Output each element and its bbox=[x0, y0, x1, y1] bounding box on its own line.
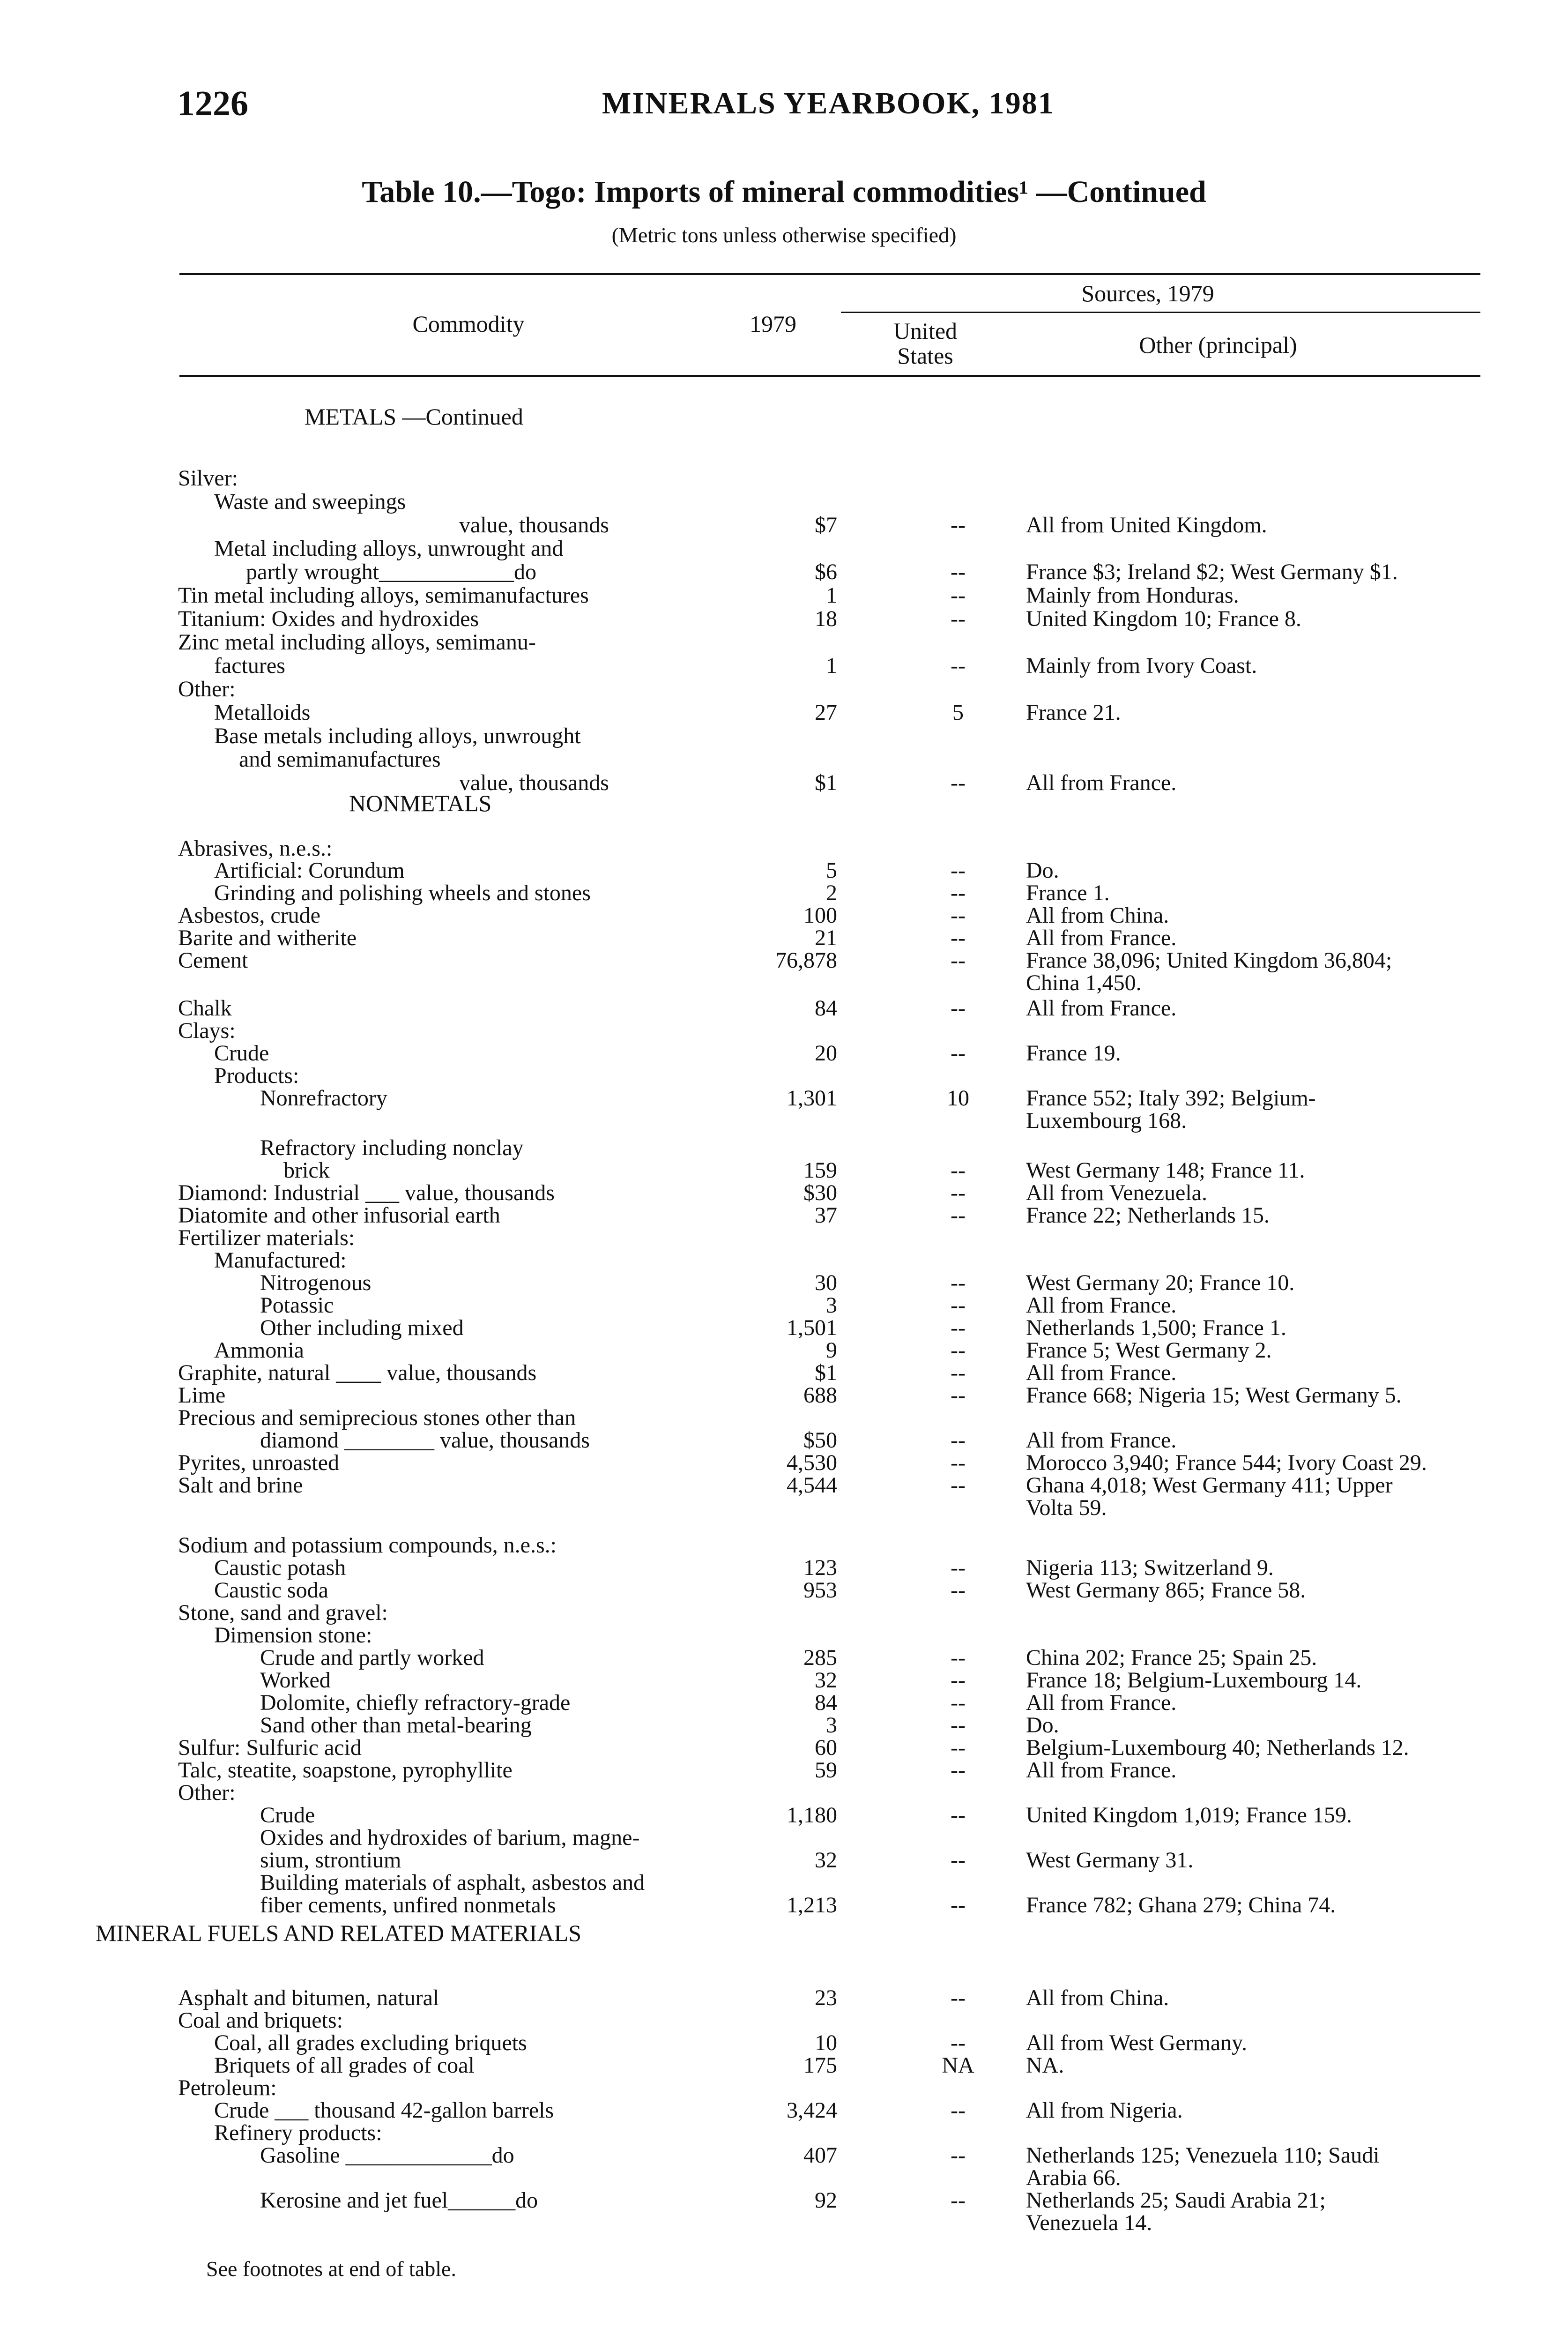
value-1979-cell: 20 bbox=[815, 1041, 837, 1066]
united-states-cell: -- bbox=[951, 903, 966, 928]
commodity-cell: Coal, all grades excluding briquets bbox=[214, 2030, 527, 2055]
commodity-cell: Manufactured: bbox=[214, 1248, 347, 1273]
value-1979-cell: 159 bbox=[803, 1158, 837, 1183]
commodity-cell: Sodium and potassium compounds, n.e.s.: bbox=[178, 1533, 557, 1558]
other-principal-cell: Venezuela 14. bbox=[1026, 2210, 1152, 2235]
table-row bbox=[0, 1225, 1568, 1249]
value-1979-cell: 21 bbox=[815, 925, 837, 950]
united-states-cell: -- bbox=[951, 1848, 966, 1873]
table-row bbox=[0, 1532, 1568, 1557]
commodity-cell: Fertilizer materials: bbox=[178, 1225, 355, 1250]
value-1979-cell: 84 bbox=[815, 1690, 837, 1715]
united-states-cell: -- bbox=[951, 1735, 966, 1760]
table-row bbox=[0, 559, 1568, 583]
united-states-cell: -- bbox=[951, 606, 966, 631]
commodity-cell: Other: bbox=[178, 1780, 236, 1805]
other-principal-cell: Mainly from Honduras. bbox=[1026, 583, 1239, 608]
united-states-cell: -- bbox=[951, 1555, 966, 1580]
commodity-cell: Oxides and hydroxides of barium, magne- bbox=[260, 1825, 640, 1850]
commodity-cell: value, thousands bbox=[459, 770, 609, 795]
commodity-cell: Crude ___ thousand 42-gallon barrels bbox=[214, 2098, 554, 2123]
other-principal-cell: France 19. bbox=[1026, 1041, 1121, 1066]
commodity-cell: Crude bbox=[214, 1041, 269, 1066]
commodity-cell: partly wrought____________do bbox=[246, 560, 536, 584]
value-1979-cell: 30 bbox=[815, 1270, 837, 1295]
table-row bbox=[0, 1360, 1568, 1384]
table-row bbox=[0, 1712, 1568, 1737]
table-row bbox=[0, 903, 1568, 927]
value-1979-cell: 1,501 bbox=[787, 1315, 837, 1340]
other-principal-cell: Morocco 3,940; France 544; Ivory Coast 29. bbox=[1026, 1450, 1427, 1475]
commodity-cell: Other including mixed bbox=[260, 1315, 464, 1340]
united-states-cell: -- bbox=[951, 1713, 966, 1738]
other-principal-cell: France 22; Netherlands 15. bbox=[1026, 1203, 1270, 1228]
value-1979-cell: 10 bbox=[815, 2030, 837, 2055]
value-1979-cell: 4,544 bbox=[787, 1473, 837, 1498]
commodity-cell: Petroleum: bbox=[178, 2075, 277, 2100]
footnote: See footnotes at end of table. bbox=[206, 2257, 456, 2281]
other-principal-cell: France 18; Belgium-Luxembourg 14. bbox=[1026, 1668, 1362, 1693]
united-states-cell: -- bbox=[951, 925, 966, 950]
united-states-cell: -- bbox=[951, 1450, 966, 1475]
united-states-cell: -- bbox=[951, 583, 966, 608]
table-row bbox=[0, 2007, 1568, 2032]
other-principal-cell: West Germany 148; France 11. bbox=[1026, 1158, 1305, 1183]
commodity-cell: Abrasives, n.e.s.: bbox=[178, 836, 333, 861]
united-states-cell: -- bbox=[951, 1293, 966, 1318]
column-header-united-states: United States bbox=[893, 318, 958, 369]
table-row bbox=[0, 1690, 1568, 1714]
value-1979-cell: 76,878 bbox=[775, 948, 837, 973]
commodity-cell: Pyrites, unroasted bbox=[178, 1450, 339, 1475]
other-principal-cell: All from France. bbox=[1026, 925, 1177, 950]
united-states-cell: -- bbox=[951, 1428, 966, 1453]
commodity-cell: Chalk bbox=[178, 996, 232, 1021]
table-row bbox=[0, 1757, 1568, 1782]
other-principal-cell: All from China. bbox=[1026, 1985, 1169, 2010]
table-row bbox=[0, 1645, 1568, 1669]
united-states-cell: -- bbox=[951, 1270, 966, 1295]
commodity-cell: Metalloids bbox=[214, 700, 311, 725]
column-header-other-principal: Other (principal) bbox=[1139, 332, 1297, 358]
table-row bbox=[0, 858, 1568, 882]
header-bottom-rule bbox=[179, 375, 1480, 377]
column-header-commodity: Commodity bbox=[412, 311, 525, 337]
commodity-cell: Cement bbox=[178, 948, 248, 973]
other-principal-cell: Netherlands 25; Saudi Arabia 21; bbox=[1026, 2188, 1326, 2213]
table-row bbox=[0, 925, 1568, 949]
commodity-cell: Sand other than metal-bearing bbox=[260, 1713, 532, 1738]
table-row bbox=[0, 1085, 1568, 1110]
other-principal-cell: All from France. bbox=[1026, 770, 1177, 795]
table-row bbox=[0, 1202, 1568, 1227]
other-principal-cell: Volta 59. bbox=[1026, 1495, 1107, 1520]
other-principal-cell: Belgium-Luxembourg 40; Netherlands 12. bbox=[1026, 1735, 1409, 1760]
table-row bbox=[0, 1337, 1568, 1362]
commodity-cell: Coal and briquets: bbox=[178, 2008, 343, 2033]
table-row bbox=[0, 746, 1568, 771]
value-1979-cell: 59 bbox=[815, 1758, 837, 1783]
value-1979-cell: 175 bbox=[803, 2053, 837, 2078]
commodity-cell: Grinding and polishing wheels and stones bbox=[214, 880, 591, 905]
section-mineral-fuels: MINERAL FUELS AND RELATED MATERIALS bbox=[95, 1920, 582, 1946]
commodity-cell: Metal including alloys, unwrought and bbox=[214, 536, 564, 561]
table-row bbox=[0, 653, 1568, 677]
table-row bbox=[0, 1108, 1568, 1132]
united-states-cell: -- bbox=[951, 2143, 966, 2168]
united-states-cell: -- bbox=[951, 1360, 966, 1385]
table-row bbox=[0, 629, 1568, 654]
other-principal-cell: France 552; Italy 392; Belgium- bbox=[1026, 1086, 1316, 1111]
other-principal-cell: All from West Germany. bbox=[1026, 2030, 1248, 2055]
table-row bbox=[0, 1180, 1568, 1204]
value-1979-cell: $30 bbox=[803, 1180, 837, 1205]
commodity-cell: Nitrogenous bbox=[260, 1270, 372, 1295]
table-row bbox=[0, 582, 1568, 607]
table-row bbox=[0, 1040, 1568, 1065]
commodity-cell: Diamond: Industrial ___ value, thousands bbox=[178, 1180, 555, 1205]
united-states-cell: 10 bbox=[947, 1086, 969, 1111]
table-row bbox=[0, 1382, 1568, 1407]
united-states-cell: -- bbox=[951, 1383, 966, 1408]
united-states-cell: -- bbox=[951, 560, 966, 584]
other-principal-cell: All from Venezuela. bbox=[1026, 1180, 1207, 1205]
table-row bbox=[0, 2097, 1568, 2122]
commodity-cell: Zinc metal including alloys, semimanu- bbox=[178, 630, 536, 655]
other-principal-cell: West Germany 20; France 10. bbox=[1026, 1270, 1295, 1295]
value-1979-cell: 27 bbox=[815, 700, 837, 725]
other-principal-cell: All from Nigeria. bbox=[1026, 2098, 1183, 2123]
value-1979-cell: 1 bbox=[826, 583, 837, 608]
other-principal-cell: Luxembourg 168. bbox=[1026, 1108, 1187, 1133]
united-states-cell: -- bbox=[951, 1473, 966, 1498]
united-states-cell: 5 bbox=[952, 700, 964, 725]
value-1979-cell: 84 bbox=[815, 996, 837, 1021]
united-states-cell: -- bbox=[951, 770, 966, 795]
table-row bbox=[0, 2030, 1568, 2054]
other-principal-cell: United Kingdom 1,019; France 159. bbox=[1026, 1803, 1352, 1828]
value-1979-cell: 32 bbox=[815, 1848, 837, 1873]
header-top-rule bbox=[179, 273, 1480, 275]
commodity-cell: Asphalt and bitumen, natural bbox=[178, 1985, 439, 2010]
sources-rule bbox=[841, 312, 1480, 313]
united-states-cell: -- bbox=[951, 1668, 966, 1693]
commodity-cell: Sulfur: Sulfuric acid bbox=[178, 1735, 362, 1760]
value-1979-cell: 92 bbox=[815, 2188, 837, 2213]
table-row bbox=[0, 1315, 1568, 1339]
table-row bbox=[0, 723, 1568, 747]
value-1979-cell: 953 bbox=[803, 1578, 837, 1603]
value-1979-cell: 9 bbox=[826, 1338, 837, 1363]
table-row bbox=[0, 1247, 1568, 1272]
commodity-cell: fiber cements, unfired nonmetals bbox=[260, 1893, 556, 1918]
united-states-cell: -- bbox=[951, 1645, 966, 1670]
united-states-cell: -- bbox=[951, 880, 966, 905]
table-row bbox=[0, 880, 1568, 904]
other-principal-cell: All from China. bbox=[1026, 903, 1169, 928]
commodity-cell: Ammonia bbox=[214, 1338, 304, 1363]
commodity-cell: Diatomite and other infusorial earth bbox=[178, 1203, 500, 1228]
other-principal-cell: France 5; West Germany 2. bbox=[1026, 1338, 1272, 1363]
table-row bbox=[0, 2052, 1568, 2077]
other-principal-cell: France 1. bbox=[1026, 880, 1110, 905]
commodity-cell: Caustic potash bbox=[214, 1555, 346, 1580]
table-row bbox=[0, 1892, 1568, 1917]
commodity-cell: Building materials of asphalt, asbestos and bbox=[260, 1870, 645, 1895]
value-1979-cell: 1 bbox=[826, 653, 837, 678]
united-states-cell: -- bbox=[951, 1758, 966, 1783]
table-row bbox=[0, 1735, 1568, 1759]
value-1979-cell: $6 bbox=[815, 560, 837, 584]
value-1979-cell: 3 bbox=[826, 1713, 837, 1738]
value-1979-cell: 60 bbox=[815, 1735, 837, 1760]
united-states-cell: -- bbox=[951, 1158, 966, 1183]
united-states-cell: -- bbox=[951, 2030, 966, 2055]
table-row bbox=[0, 1985, 1568, 2009]
other-principal-cell: Arabia 66. bbox=[1026, 2165, 1121, 2190]
commodity-cell: Waste and sweepings bbox=[214, 489, 406, 514]
united-states-cell: -- bbox=[951, 513, 966, 537]
value-1979-cell: $7 bbox=[815, 513, 837, 537]
value-1979-cell: 1,180 bbox=[787, 1803, 837, 1828]
value-1979-cell: 37 bbox=[815, 1203, 837, 1228]
table-row bbox=[0, 1018, 1568, 1042]
united-states-cell: -- bbox=[951, 2098, 966, 2123]
value-1979-cell: $50 bbox=[803, 1428, 837, 1453]
united-states-cell: -- bbox=[951, 1578, 966, 1603]
table-row bbox=[0, 1667, 1568, 1692]
value-1979-cell: $1 bbox=[815, 1360, 837, 1385]
table-row bbox=[0, 2165, 1568, 2189]
commodity-cell: diamond ________ value, thousands bbox=[260, 1428, 590, 1453]
other-principal-cell: All from France. bbox=[1026, 1690, 1177, 1715]
table-subtitle: (Metric tons unless otherwise specified) bbox=[611, 223, 957, 247]
united-states-cell: -- bbox=[951, 1180, 966, 1205]
table-row bbox=[0, 2142, 1568, 2167]
value-1979-cell: 32 bbox=[815, 1668, 837, 1693]
value-1979-cell: 5 bbox=[826, 858, 837, 883]
commodity-cell: Nonrefractory bbox=[260, 1086, 387, 1111]
commodity-cell: Graphite, natural ____ value, thousands bbox=[178, 1360, 537, 1385]
table-row bbox=[0, 948, 1568, 972]
value-1979-cell: 2 bbox=[826, 880, 837, 905]
commodity-cell: Stone, sand and gravel: bbox=[178, 1600, 388, 1625]
united-states-cell: -- bbox=[951, 1203, 966, 1228]
other-principal-cell: West Germany 31. bbox=[1026, 1848, 1194, 1873]
other-principal-cell: All from United Kingdom. bbox=[1026, 513, 1267, 537]
commodity-cell: Products: bbox=[214, 1063, 299, 1088]
table-row bbox=[0, 606, 1568, 630]
table-row bbox=[0, 1802, 1568, 1827]
value-1979-cell: 3,424 bbox=[787, 2098, 837, 2123]
other-principal-cell: Do. bbox=[1026, 858, 1059, 883]
commodity-cell: value, thousands bbox=[459, 513, 609, 537]
united-states-cell: -- bbox=[951, 1338, 966, 1363]
table-row bbox=[0, 2210, 1568, 2234]
value-1979-cell: 4,530 bbox=[787, 1450, 837, 1475]
commodity-cell: brick bbox=[283, 1158, 330, 1183]
table-row bbox=[0, 1825, 1568, 1849]
table-row bbox=[0, 1157, 1568, 1182]
commodity-cell: Refinery products: bbox=[214, 2120, 382, 2145]
table-row bbox=[0, 489, 1568, 513]
table-row bbox=[0, 1450, 1568, 1474]
commodity-cell: Crude bbox=[260, 1803, 315, 1828]
united-states-cell: -- bbox=[951, 2188, 966, 2213]
table-row bbox=[0, 1063, 1568, 1087]
value-1979-cell: 1,213 bbox=[787, 1893, 837, 1918]
value-1979-cell: 23 bbox=[815, 1985, 837, 2010]
table-row bbox=[0, 465, 1568, 490]
table-title: Table 10.—Togo: Imports of mineral commodities¹ —Continued bbox=[362, 175, 1206, 209]
commodity-cell: Kerosine and jet fuel______do bbox=[260, 2188, 538, 2213]
commodity-cell: Gasoline _____________do bbox=[260, 2143, 514, 2168]
table-row bbox=[0, 2187, 1568, 2212]
table-row bbox=[0, 536, 1568, 560]
table-row bbox=[0, 676, 1568, 701]
commodity-cell: sium, strontium bbox=[260, 1848, 401, 1873]
table-row bbox=[0, 1135, 1568, 1159]
other-principal-cell: China 1,450. bbox=[1026, 970, 1142, 995]
commodity-cell: Worked bbox=[260, 1668, 331, 1693]
other-principal-cell: NA. bbox=[1026, 2053, 1064, 2078]
other-principal-cell: Mainly from Ivory Coast. bbox=[1026, 653, 1257, 678]
commodity-cell: Silver: bbox=[178, 466, 238, 491]
commodity-cell: Precious and semiprecious stones other than bbox=[178, 1405, 576, 1430]
other-principal-cell: Do. bbox=[1026, 1713, 1059, 1738]
table-row bbox=[0, 1577, 1568, 1602]
united-states-cell: -- bbox=[951, 858, 966, 883]
commodity-cell: Potassic bbox=[260, 1293, 334, 1318]
value-1979-cell: 123 bbox=[803, 1555, 837, 1580]
table-row bbox=[0, 1555, 1568, 1579]
united-states-cell: NA bbox=[942, 2053, 974, 2078]
commodity-cell: Artificial: Corundum bbox=[214, 858, 405, 883]
table-row bbox=[0, 1427, 1568, 1452]
value-1979-cell: 285 bbox=[803, 1645, 837, 1670]
other-principal-cell: France 782; Ghana 279; China 74. bbox=[1026, 1893, 1336, 1918]
column-header-sources: Sources, 1979 bbox=[1081, 280, 1214, 306]
commodity-cell: Barite and witherite bbox=[178, 925, 357, 950]
value-1979-cell: 100 bbox=[803, 903, 837, 928]
other-principal-cell: United Kingdom 10; France 8. bbox=[1026, 606, 1301, 631]
table-row bbox=[0, 700, 1568, 724]
other-principal-cell: All from France. bbox=[1026, 1758, 1177, 1783]
commodity-cell: Other: bbox=[178, 677, 236, 701]
commodity-cell: Tin metal including alloys, semimanufactures bbox=[178, 583, 589, 608]
table-row bbox=[0, 970, 1568, 994]
table-row bbox=[0, 512, 1568, 537]
value-1979-cell: 1,301 bbox=[787, 1086, 837, 1111]
value-1979-cell: 688 bbox=[803, 1383, 837, 1408]
united-states-cell: -- bbox=[951, 948, 966, 973]
page-number: 1226 bbox=[177, 84, 248, 123]
other-principal-cell: West Germany 865; France 58. bbox=[1026, 1578, 1306, 1603]
table-row bbox=[0, 1622, 1568, 1647]
table-row bbox=[0, 1847, 1568, 1872]
commodity-cell: and semimanufactures bbox=[239, 747, 441, 772]
value-1979-cell: 3 bbox=[826, 1293, 837, 1318]
table-row bbox=[0, 1270, 1568, 1294]
other-principal-cell: China 202; France 25; Spain 25. bbox=[1026, 1645, 1317, 1670]
commodity-cell: Base metals including alloys, unwrought bbox=[214, 724, 581, 748]
united-states-cell: -- bbox=[951, 1690, 966, 1715]
commodity-cell: Talc, steatite, soapstone, pyrophyllite bbox=[178, 1758, 513, 1783]
commodity-cell: Lime bbox=[178, 1383, 226, 1408]
table-row bbox=[0, 836, 1568, 860]
table-row bbox=[0, 1495, 1568, 1519]
commodity-cell: Asbestos, crude bbox=[178, 903, 320, 928]
other-principal-cell: France 668; Nigeria 15; West Germany 5. bbox=[1026, 1383, 1402, 1408]
other-principal-cell: Netherlands 1,500; France 1. bbox=[1026, 1315, 1286, 1340]
united-states-cell: -- bbox=[951, 1803, 966, 1828]
other-principal-cell: France 21. bbox=[1026, 700, 1121, 725]
commodity-cell: Caustic soda bbox=[214, 1578, 328, 1603]
commodity-cell: Briquets of all grades of coal bbox=[214, 2053, 475, 2078]
other-principal-cell: Netherlands 125; Venezuela 110; Saudi bbox=[1026, 2143, 1380, 2168]
commodity-cell: Titanium: Oxides and hydroxides bbox=[178, 606, 479, 631]
table-row bbox=[0, 2075, 1568, 2099]
value-1979-cell: $1 bbox=[815, 770, 837, 795]
table-row bbox=[0, 1780, 1568, 1804]
table-row bbox=[0, 1870, 1568, 1894]
other-principal-cell: Ghana 4,018; West Germany 411; Upper bbox=[1026, 1473, 1393, 1498]
commodity-cell: Dimension stone: bbox=[214, 1623, 372, 1648]
united-states-cell: -- bbox=[951, 1893, 966, 1918]
table-row bbox=[0, 995, 1568, 1020]
section-nonmetals: NONMETALS bbox=[349, 790, 492, 816]
other-principal-cell: All from France. bbox=[1026, 1293, 1177, 1318]
value-1979-cell: 18 bbox=[815, 606, 837, 631]
table-row bbox=[0, 770, 1568, 794]
table-row bbox=[0, 1472, 1568, 1497]
section-metals: METALS —Continued bbox=[305, 403, 523, 430]
united-states-cell: -- bbox=[951, 1985, 966, 2010]
commodity-cell: Refractory including nonclay bbox=[260, 1135, 524, 1160]
other-principal-cell: All from France. bbox=[1026, 1428, 1177, 1453]
other-principal-cell: All from France. bbox=[1026, 996, 1177, 1021]
other-principal-cell: France 38,096; United Kingdom 36,804; bbox=[1026, 948, 1392, 973]
table-row bbox=[0, 2120, 1568, 2144]
running-head: MINERALS YEARBOOK, 1981 bbox=[602, 86, 1055, 120]
united-states-cell: -- bbox=[951, 1315, 966, 1340]
value-1979-cell: 407 bbox=[803, 2143, 837, 2168]
commodity-cell: factures bbox=[214, 653, 285, 678]
united-states-cell: -- bbox=[951, 1041, 966, 1066]
commodity-cell: Crude and partly worked bbox=[260, 1645, 484, 1670]
column-header-1979: 1979 bbox=[750, 311, 796, 337]
table-row bbox=[0, 1600, 1568, 1624]
other-principal-cell: Nigeria 113; Switzerland 9. bbox=[1026, 1555, 1274, 1580]
united-states-cell: -- bbox=[951, 653, 966, 678]
commodity-cell: Clays: bbox=[178, 1018, 236, 1043]
table-row bbox=[0, 1405, 1568, 1429]
commodity-cell: Dolomite, chiefly refractory-grade bbox=[260, 1690, 571, 1715]
other-principal-cell: France $3; Ireland $2; West Germany $1. bbox=[1026, 560, 1398, 584]
commodity-cell: Salt and brine bbox=[178, 1473, 303, 1498]
table-row bbox=[0, 1292, 1568, 1317]
united-states-cell: -- bbox=[951, 996, 966, 1021]
other-principal-cell: All from France. bbox=[1026, 1360, 1177, 1385]
